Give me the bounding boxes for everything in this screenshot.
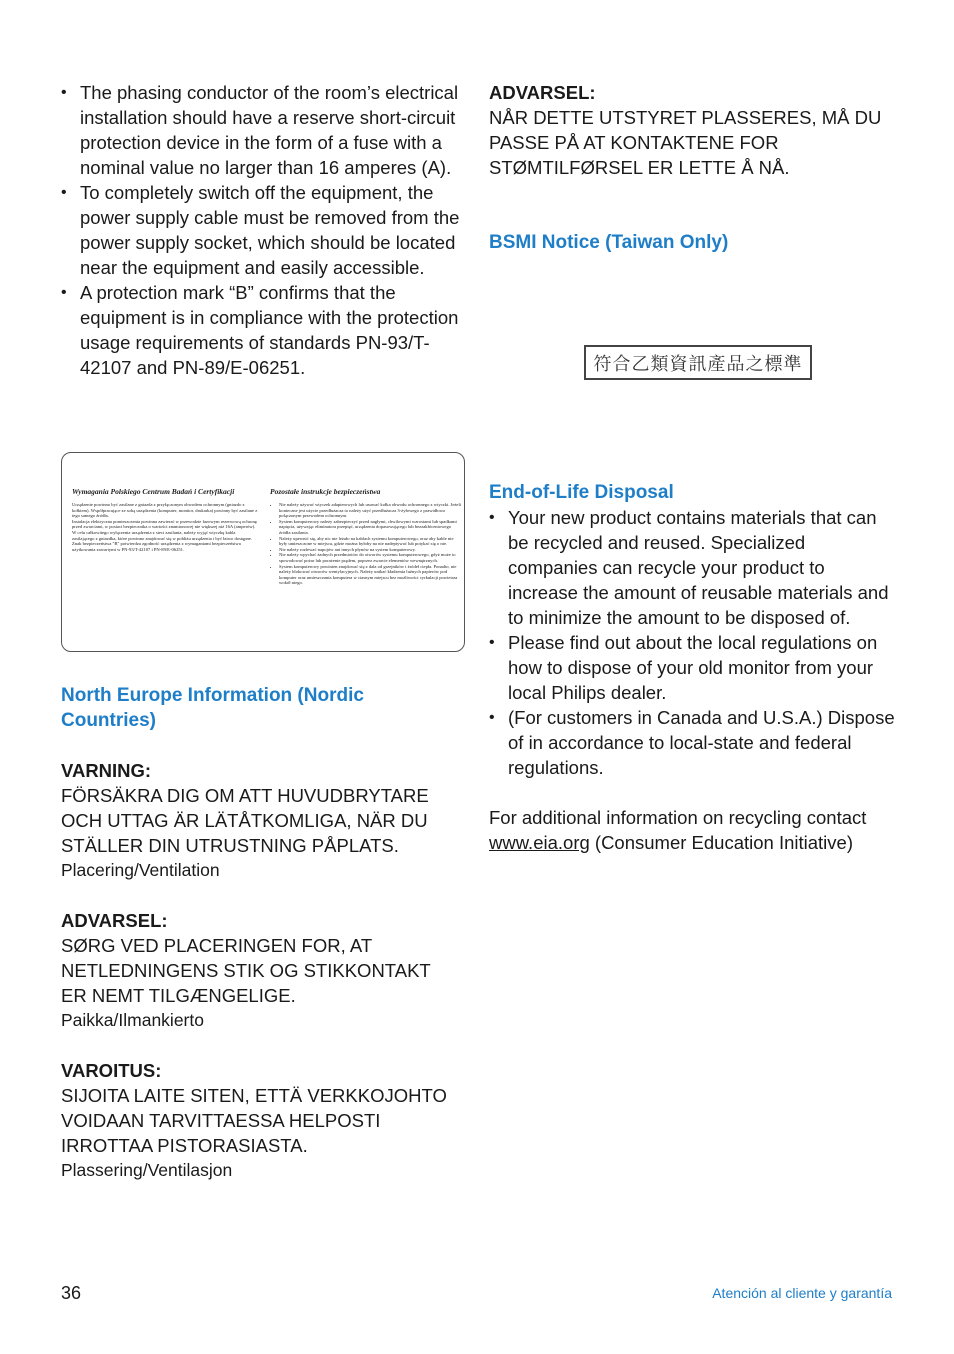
eol-bullet-list — [489, 505, 899, 780]
varning-label: VARNING: — [61, 760, 152, 781]
advarsel-dk-sub: Paikka/Ilmankierto — [61, 1010, 204, 1030]
list-item: • To completely switch off the equipment, the power supply cable must be removed from the power supply socket, which should be located near the equipment and easily accessible. — [61, 180, 461, 280]
advarsel-no-label: ADVARSEL: — [489, 82, 596, 103]
varning-text: FÖRSÄKRA DIG OM ATT HUVUDBRYTARE OCH UTTAG ÄR LÄTÅTKOMLIGA, NÄR DU STÄLLER DIN UTRUSTNING PÅPLATS. — [61, 785, 429, 856]
recycle-suffix: (Consumer Education Initiative) — [589, 832, 853, 853]
bsmi-heading: BSMI Notice (Taiwan Only) — [489, 232, 729, 253]
varoitus-text: SIJOITA LAITE SITEN, ETTÄ VERKKOJOHTO VOIDAAN TARVITTAESSA HELPOSTI IRROTTAA PISTORASIASTA. — [61, 1085, 447, 1156]
cert-paragraph: W celu całkowitego wyłączenia urządzenia z sieci zasilania, należy wyjąć wtyczkę kabla zasilającego z gniazdka, które powinno znajdować się w pobliżu urządzenia i być łatwo dostępne. — [72, 529, 252, 541]
list-item: • (For customers in Canada and U.S.A.) Dispose of in accordance to local-state and federal regulations. — [489, 705, 899, 780]
list-item: • Nie należy wpychać żadnych przedmiotów do otworów systemu komputerowego, gdyż może to spowodować pożar lub porażenie prądem, poprzez zwarcie elementów wewnętrznych. — [279, 552, 462, 563]
list-item: • Nie należy rozlewać napojów ani innych płynów na system komputerowy. — [279, 547, 462, 553]
list-item: • A protection mark “B” confirms that the equipment is in compliance with the protection usage requirements of standards PN-93/T-42107 and PN-89/E-06251. — [61, 280, 461, 380]
cert-instruction-list — [270, 502, 462, 586]
list-item: • Należy upewnić się, aby nic nie leżało na kablach systemu komputerowego, oraz aby kable nie były umieszczone w miejscu, gdzie można byłoby na nie nadeptywać lub potykać się o nie. — [279, 536, 462, 547]
list-item: • Please find out about the local regulations on how to dispose of your old monitor from your local Philips dealer. — [489, 630, 899, 705]
recycle-intro: For additional information on recycling contact — [489, 807, 867, 828]
page-number: 36 — [61, 1283, 82, 1303]
nordic-section — [61, 683, 461, 1183]
advarsel-no-text: NÅR DETTE UTSTYRET PLASSERES, MÅ DU PASSE PÅ AT KONTAKTENE FOR STØMTILFØRSEL ER LETTE Å NÅ. — [489, 107, 882, 178]
left-column — [61, 80, 461, 380]
eia-link[interactable]: www.eia.org — [489, 832, 590, 853]
list-item: • System komputerowy powinien znajdować się z dala od grzejników i źródeł ciepła. Ponadto, nie należy blokować otworów wentylacyjnych. Należy unikać kładzenia luźnych papierów pod komputer oraz umieszczania komputera w ciasnym miejscu bez możliwości cyrkulacji powietrza wokół niego. — [279, 564, 462, 586]
varoitus-label: VAROITUS: — [61, 1060, 162, 1081]
list-item: • The phasing conductor of the room’s electrical installation should have a reserve short-circuit protection device in the form of a fuse with a nominal value no larger than 16 amperes (A). — [61, 80, 461, 180]
cert-left-column — [72, 487, 258, 552]
recycle-paragraph — [489, 805, 899, 855]
list-item: • Nie należy używać wtyczek adapterowych lub usuwać kołka obwodu ochronnego z wtyczki. Jeżeli konieczne jest użycie przedłużacza to należy użyć przedłużacza 3-żyłowego z prawidłowo połączonym przewodem ochronnym. — [279, 502, 462, 519]
eol-section — [489, 480, 899, 855]
cert-paragraph: Znak bezpieczeństwa "B" potwierdza zgodność urządzenia z wymaganiami bezpieczeństwa użytkowania zawartymi w PN-93/T-42107 i PN-89/E-06251. — [72, 541, 241, 552]
cert-paragraph: Urządzenie powinno być zasilane z gniazda z przyłączonym obwodem ochronnym (gniazdo z kołkiem). Współpracujące ze sobą urządzenia (komputer, monitor, drukarka) powinny być zasilane z tego samego źródła. — [72, 502, 258, 519]
list-item: • Your new product contains materials that can be recycled and reused. Specialized companies can recycle your product to increase the amount of reusable materials and to minimize the amount to be disposed of. — [489, 505, 899, 630]
cert-right-title: Pozostałe instrukcje bezpieczeństwa — [270, 487, 381, 496]
varning-sub: Placering/Ventilation — [61, 860, 220, 880]
list-item: • System komputerowy należy zabezpieczyć przed nagłymi, chwilowymi wzrostami lub spadkami napięcia, używając eliminatora przepięć, urządzenia dopasowującego lub bezzakłóceniowego źródła zasilania. — [279, 519, 462, 536]
cert-left-title: Wymagania Polskiego Centrum Badań i Certyfikacji — [72, 487, 235, 496]
safety-bullet-list — [61, 80, 461, 380]
polish-certification-box — [61, 452, 465, 652]
right-column — [489, 80, 899, 255]
footer-section-title: Atención al cliente y garantía — [712, 1285, 892, 1301]
north-europe-heading: North Europe Information (Nordic Countries) — [61, 685, 364, 731]
cert-right-column — [270, 487, 462, 586]
advarsel-dk-label: ADVARSEL: — [61, 910, 168, 931]
cert-paragraph: Instalacja elektryczna pomieszczenia powinna zawierać w przewodzie fazowym rezerwową ochronę przed zwarciami, w postaci bezpiecznika o wartości znamionowej nie większej niż 16A (amperów). — [72, 518, 257, 530]
eol-heading: End-of-Life Disposal — [489, 482, 674, 503]
varoitus-sub: Plassering/Ventilasjon — [61, 1160, 233, 1180]
advarsel-dk-text: SØRG VED PLACERINGEN FOR, AT NETLEDNINGENS STIK OG STIKKONTAKT ER NEMT TILGÆNGELIGE. — [61, 935, 431, 1006]
bsmi-badge: 符合乙類資訊產品之標準 — [584, 345, 812, 380]
